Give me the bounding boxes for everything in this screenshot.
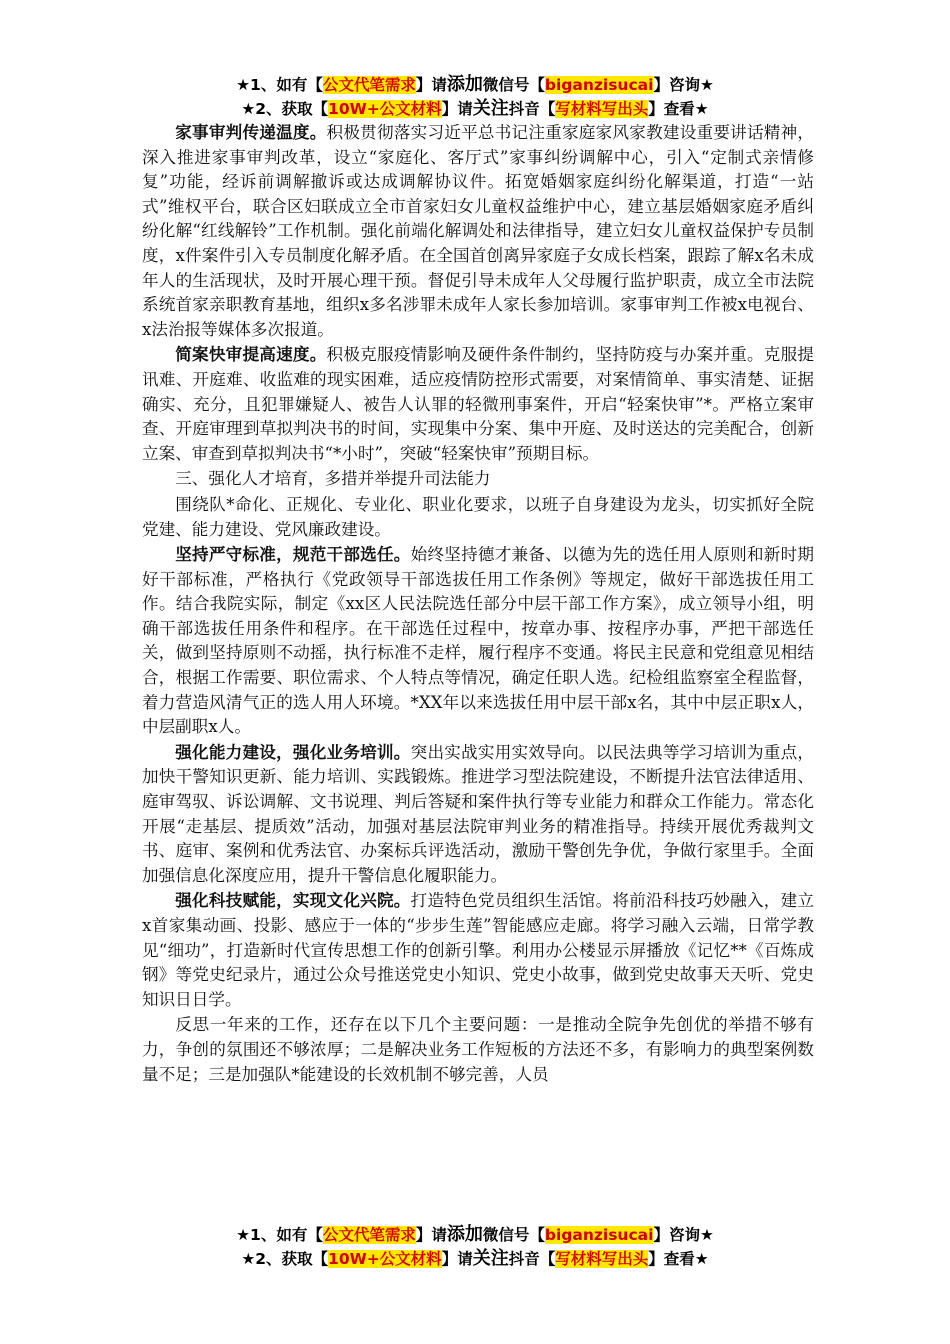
highlight-douyin: 写材料写出头 [555, 100, 649, 118]
document-body [142, 120, 814, 1087]
promo-banner-top-line2: ★2、获取【10W+公文材料】请关注抖音【写材料写出头】查看★ [241, 98, 709, 119]
paragraph-reflection: 反思一年来的工作，还存在以下几个主要问题：一是推动全院争先创优的举措不够有力，争创的氛围还不够浓厚；二是解决业务工作短板的方法还不多，有影响力的典型案例数量不足；三是加强队*能建设的长效机制不够完善，人员 [142, 1015, 814, 1084]
highlight-douyin: 写材料写出头 [555, 1250, 649, 1268]
promo-banner-top-line1: ★1、如有【公文代笔需求】请添加微信号【biganzisucai】咨询★ [236, 74, 714, 95]
highlight-wechat-id: biganzisucai [544, 1226, 654, 1244]
highlight-wechat-id: biganzisucai [544, 76, 654, 94]
paragraph-fast-trial: 简案快审提高速度。积极克服疫情影响及硬件条件制约，坚持防疫与办案并重。克服提讯难、开庭难、收监难的现实困难，适应疫情防控形式需要，对案情简单、事实清楚、证据确实、充分，且犯罪嫌疑人、被告人认罪的轻微刑事案件，开启“轻案快审”*。严格立案审查、开庭审理到草拟判决书的时间，实现集中分案、集中开庭、及时送达的完美配合，创新立案、审查到草拟判决书“*小时”，突破“轻案快审”预期目标。 [142, 344, 815, 463]
paragraph-family-trial: 家事审判传递温度。积极贯彻落实习近平总书记注重家庭家风家教建设重要讲话精神，深入推进家事审判改革，设立“家庭化、客厅式”家事纠纷调解中心，引入“定制式亲情修复”功能，经诉前调解撤诉或达成调解协议件。拓宽婚姻家庭纠纷化解渠道，打造“一站式”维权平台，联合区妇联成立全市首家妇女儿童权益维护中心，建立基层婚姻家庭矛盾纠纷化解“红线解铃”工作机制。强化前端化解调处和法律指导，建立妇女儿童权益保护专员制度，x件案件引入专员制度化解矛盾。在全国首创离异家庭子女成长档案，跟踪了解x名未成年人的生活现状，及时开展心理干预。督促引导未成年人父母履行监护职责，成立全市法院系统首家亲职教育基地，组织x多名涉罪未成年人家长参加培训。家事审判工作被x电视台、x法治报等媒体多次报道。 [142, 122, 815, 339]
promo-banner-bottom-line1: ★1、如有【公文代笔需求】请添加微信号【biganzisucai】咨询★ [236, 1224, 714, 1245]
highlight-materials: 10W+公文材料 [328, 1250, 442, 1268]
highlight-service: 公文代笔需求 [322, 1226, 416, 1244]
highlight-materials: 10W+公文材料 [328, 100, 442, 118]
promo-banner-bottom-line2: ★2、获取【10W+公文材料】请关注抖音【写材料写出头】查看★ [241, 1248, 709, 1269]
paragraph-capacity-training: 强化能力建设，强化业务培训。突出实战实用实效导向。以民法典等学习培训为重点，加快干警知识更新、能力培训、实践锻炼。推进学习型法院建设，不断提升法官法律适用、庭审驾驭、诉讼调解、文书说理、判后答疑和案件执行等专业能力和群众工作能力。常态化开展“走基层、提质效”活动，加强对基层法院审判业务的精准指导。持续开展优秀裁判文书、庭审、案例和优秀法官、办案标兵评选活动，激励干警创先争优，争做行家里手。全面加强信息化深度应用，提升干警信息化履职能力。 [142, 741, 815, 885]
paragraph-tech-culture: 强化科技赋能，实现文化兴院。打造特色党员组织生活馆。将前沿科技巧妙融入，建立x首家集动画、投影、感应于一体的“步步生莲”智能感应走廊。将学习融入云端，日常学教见“细功”，打造新时代宣传思想工作的创新引擎。利用办公楼显示屏播放《记忆**《百炼成钢》等党史纪录片，通过公众号推送党史小知识、党史小故事，做到党史故事天天听、党史知识日日学。 [142, 890, 815, 1009]
paragraph-cadre-selection: 坚持严守标准，规范干部选任。始终坚持德才兼备、以德为先的选任用人原则和新时期好干部标准，严格执行《党政领导干部选拔任用工作条例》等规定，做好干部选拔任用工作。结合我院实际，制定《xx区人民法院选任部分中层干部工作方案》，成立领导小组，明确干部选拔任用条件和程序。在干部选任过程中，按章办事、按程序办事，严把干部选任关，做到坚持原则不动摇，执行标准不走样，履行程序不变通。将民主民意和党组意见相结合，根据工作需要、职位需求、个人特点等情况，确定任职人选。纪检组监察室全程监督，着力营造风清气正的选人用人环境。*XX年以来选拔任用中层干部x名，其中中层正职x人，中层副职x人。 [142, 544, 815, 737]
highlight-service: 公文代笔需求 [322, 76, 416, 94]
section-heading-talent: 三、强化人才培育，多措并举提升司法能力 [175, 469, 491, 489]
paragraph-team-building: 围绕队*命化、正规化、专业化、职业化要求，以班子自身建设为龙头，切实抓好全院党建、能力建设、党风廉政建设。 [142, 494, 814, 539]
